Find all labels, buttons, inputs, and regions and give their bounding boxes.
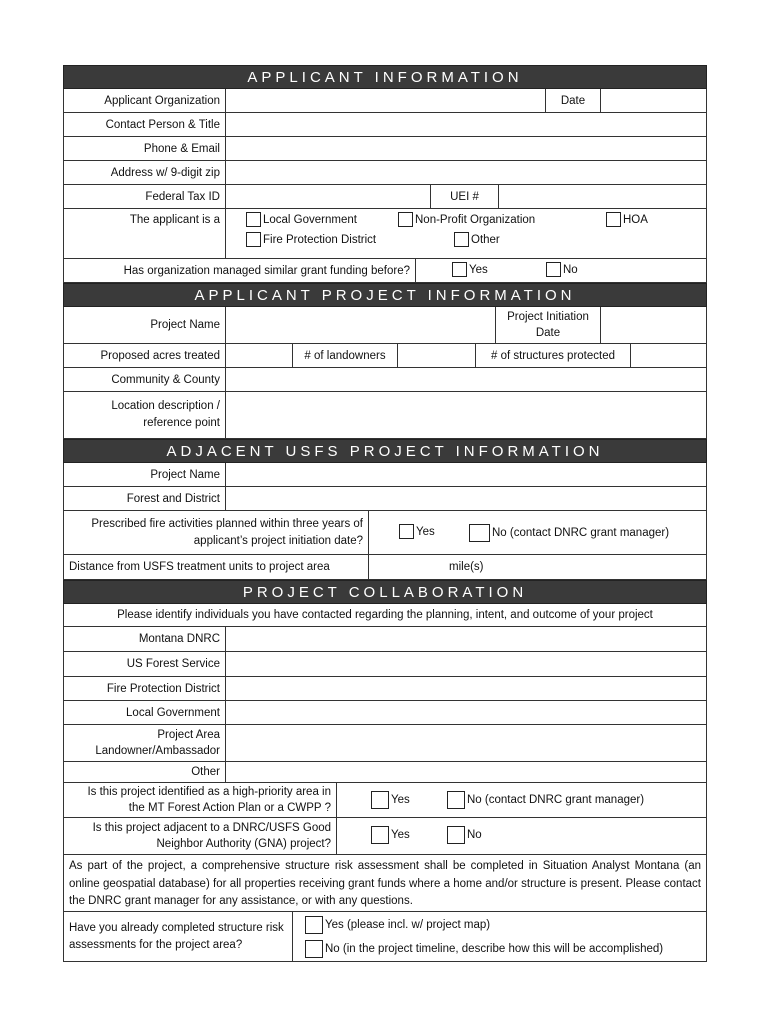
assessment-text: As part of the project, a comprehensive structure risk assessment shall be completed in Situation Analyst Montana (an online geospatial database) for all properties receiving grant funds where a home and/or structure is present. Please contact the DNRC grant manager for any assistance, or with any questions.	[69, 860, 701, 907]
row-forest	[63, 487, 707, 511]
tax-id-field[interactable]	[226, 185, 431, 208]
checkbox[interactable]	[246, 232, 261, 247]
prescribed-label: Prescribed fire activities planned within three years of applicant’s project initiation date?	[64, 511, 369, 554]
row-gna	[63, 818, 707, 855]
option-other[interactable]	[454, 232, 500, 247]
row-montana-dnrc	[63, 627, 707, 652]
location-field[interactable]	[226, 392, 706, 438]
grant-application-form	[63, 65, 707, 962]
initiation-date-label: Project Initiation Date	[496, 307, 601, 343]
managed-label: Has organization managed similar grant funding before?	[64, 259, 416, 282]
project-name-label: Project Name	[64, 307, 226, 343]
option-label: HOA	[623, 213, 648, 226]
completed-no[interactable]	[305, 940, 663, 958]
prescribed-yes[interactable]	[399, 524, 435, 539]
phone-email-field[interactable]	[226, 137, 706, 160]
checkbox[interactable]	[606, 212, 621, 227]
checkbox[interactable]	[546, 262, 561, 277]
option-label: Non-Profit Organization	[415, 213, 536, 226]
forest-label: Forest and District	[64, 487, 226, 510]
checkbox[interactable]	[305, 940, 323, 958]
uei-field[interactable]	[499, 185, 706, 208]
local-gov-field[interactable]	[226, 701, 706, 724]
row-distance	[63, 555, 707, 580]
row-acres	[63, 344, 707, 368]
row-project-name	[63, 307, 707, 344]
row-address	[63, 161, 707, 185]
checkbox[interactable]	[447, 791, 465, 809]
checkbox[interactable]	[305, 916, 323, 934]
community-label: Community & County	[64, 368, 226, 391]
initiation-date-field[interactable]	[601, 307, 706, 343]
row-other	[63, 762, 707, 783]
gna-no[interactable]	[447, 826, 482, 844]
option-label: Yes	[391, 794, 410, 806]
row-community	[63, 368, 707, 392]
checkbox[interactable]	[246, 212, 261, 227]
option-label: Fire Protection District	[263, 233, 377, 246]
checkbox[interactable]	[371, 791, 389, 809]
acres-label: Proposed acres treated	[64, 344, 226, 367]
montana-dnrc-label: Montana DNRC	[64, 627, 226, 651]
checkbox[interactable]	[399, 524, 414, 539]
contact-label: Contact Person & Title	[64, 113, 226, 136]
priority-no[interactable]	[447, 791, 644, 809]
option-nonprofit[interactable]	[398, 212, 535, 227]
option-label: No	[563, 263, 578, 276]
community-field[interactable]	[226, 368, 706, 391]
checkbox[interactable]	[371, 826, 389, 844]
priority-yes[interactable]	[371, 791, 410, 809]
date-field[interactable]	[601, 89, 706, 112]
prescribed-no[interactable]	[469, 524, 669, 542]
option-local-gov[interactable]	[246, 212, 357, 227]
option-fire-district[interactable]	[246, 232, 376, 247]
row-completed	[63, 912, 707, 962]
uei-label: UEI #	[431, 185, 499, 208]
structures-label: # of structures protected	[476, 344, 631, 367]
row-prescribed	[63, 511, 707, 555]
collab-intro: Please identify individuals you have contacted regarding the planning, intent, and outcome of your project	[117, 609, 653, 621]
usfs-name-label: Project Name	[64, 463, 226, 486]
row-priority	[63, 783, 707, 818]
location-label: Location description / reference point	[64, 392, 226, 438]
row-tax	[63, 185, 707, 209]
row-fire-district	[63, 677, 707, 701]
phone-label: Phone & Email	[64, 137, 226, 160]
organization-field[interactable]	[226, 89, 546, 112]
miles-unit: mile(s)	[449, 561, 484, 573]
option-label: No	[467, 829, 482, 841]
option-label: No (contact DNRC grant manager)	[467, 794, 645, 806]
gna-yes[interactable]	[371, 826, 410, 844]
priority-options	[337, 783, 706, 817]
other-label: Other	[64, 762, 226, 782]
row-contact	[63, 113, 707, 137]
prescribed-options	[369, 511, 706, 554]
option-hoa[interactable]	[606, 212, 648, 227]
usfs-contact-field[interactable]	[226, 652, 706, 676]
priority-label: Is this project identified as a high-priority area in the MT Forest Action Plan or a CWPP ?	[64, 783, 337, 817]
landowner-field[interactable]	[226, 725, 706, 761]
completed-options	[293, 912, 706, 961]
tax-label: Federal Tax ID	[64, 185, 226, 208]
option-label: Yes	[469, 263, 488, 276]
usfs-name-field[interactable]	[226, 463, 706, 486]
managed-no[interactable]	[546, 262, 578, 277]
local-gov-label: Local Government	[64, 701, 226, 724]
row-phone	[63, 137, 707, 161]
completed-yes[interactable]	[305, 916, 490, 934]
gna-options	[337, 818, 706, 854]
distance-field[interactable]	[369, 555, 706, 579]
fire-district-field[interactable]	[226, 677, 706, 700]
forest-field[interactable]	[226, 487, 706, 510]
applicant-info-header: APPLICANT INFORMATION	[63, 65, 707, 89]
option-label: Yes	[391, 829, 410, 841]
contact-field[interactable]	[226, 113, 706, 136]
distance-label: Distance from USFS treatment units to project area	[64, 555, 369, 579]
row-usfs-contact	[63, 652, 707, 677]
option-label: No (contact DNRC grant manager)	[492, 527, 670, 539]
checkbox[interactable]	[454, 232, 469, 247]
date-label: Date	[546, 89, 601, 112]
completed-label: Have you already completed structure risk assessments for the project area?	[64, 912, 293, 961]
checkbox[interactable]	[469, 524, 490, 542]
managed-yes[interactable]	[452, 262, 488, 277]
option-label: Other	[471, 233, 500, 246]
landowners-label: # of landowners	[293, 344, 398, 367]
collab-header: PROJECT COLLABORATION	[63, 580, 707, 604]
montana-dnrc-field[interactable]	[226, 627, 706, 651]
type-options	[226, 209, 706, 258]
fire-district-label: Fire Protection District	[64, 677, 226, 700]
row-location	[63, 392, 707, 439]
checkbox[interactable]	[447, 826, 465, 844]
row-applicant-type	[63, 209, 707, 259]
checkbox[interactable]	[398, 212, 413, 227]
option-label: Yes (please incl. w/ project map)	[325, 919, 491, 931]
other-field[interactable]	[226, 762, 706, 782]
option-label: No (in the project timeline, describe how this will be accomplished)	[325, 943, 664, 955]
row-collab-intro	[63, 604, 707, 627]
landowner-label: Project Area Landowner/Ambassador	[64, 725, 226, 761]
gna-label: Is this project adjacent to a DNRC/USFS Good Neighbor Authority (GNA) project?	[64, 818, 337, 854]
organization-label: Applicant Organization	[64, 89, 226, 112]
address-label: Address w/ 9-digit zip	[64, 161, 226, 184]
address-field[interactable]	[226, 161, 706, 184]
type-label: The applicant is a	[64, 209, 226, 258]
checkbox[interactable]	[452, 262, 467, 277]
row-organization	[63, 89, 707, 113]
option-label: Yes	[416, 525, 435, 538]
row-local-gov	[63, 701, 707, 725]
row-landowner	[63, 725, 707, 762]
acres-field[interactable]	[226, 344, 293, 367]
project-info-header: APPLICANT PROJECT INFORMATION	[63, 283, 707, 307]
structures-field[interactable]	[631, 344, 706, 367]
row-managed	[63, 259, 707, 283]
usfs-info-header: ADJACENT USFS PROJECT INFORMATION	[63, 439, 707, 463]
managed-options	[416, 259, 706, 282]
usfs-contact-label: US Forest Service	[64, 652, 226, 676]
landowners-field[interactable]	[398, 344, 476, 367]
row-usfs-name	[63, 463, 707, 487]
row-assessment-text	[63, 855, 707, 912]
option-label: Local Government	[263, 213, 357, 226]
project-name-field[interactable]	[226, 307, 496, 343]
